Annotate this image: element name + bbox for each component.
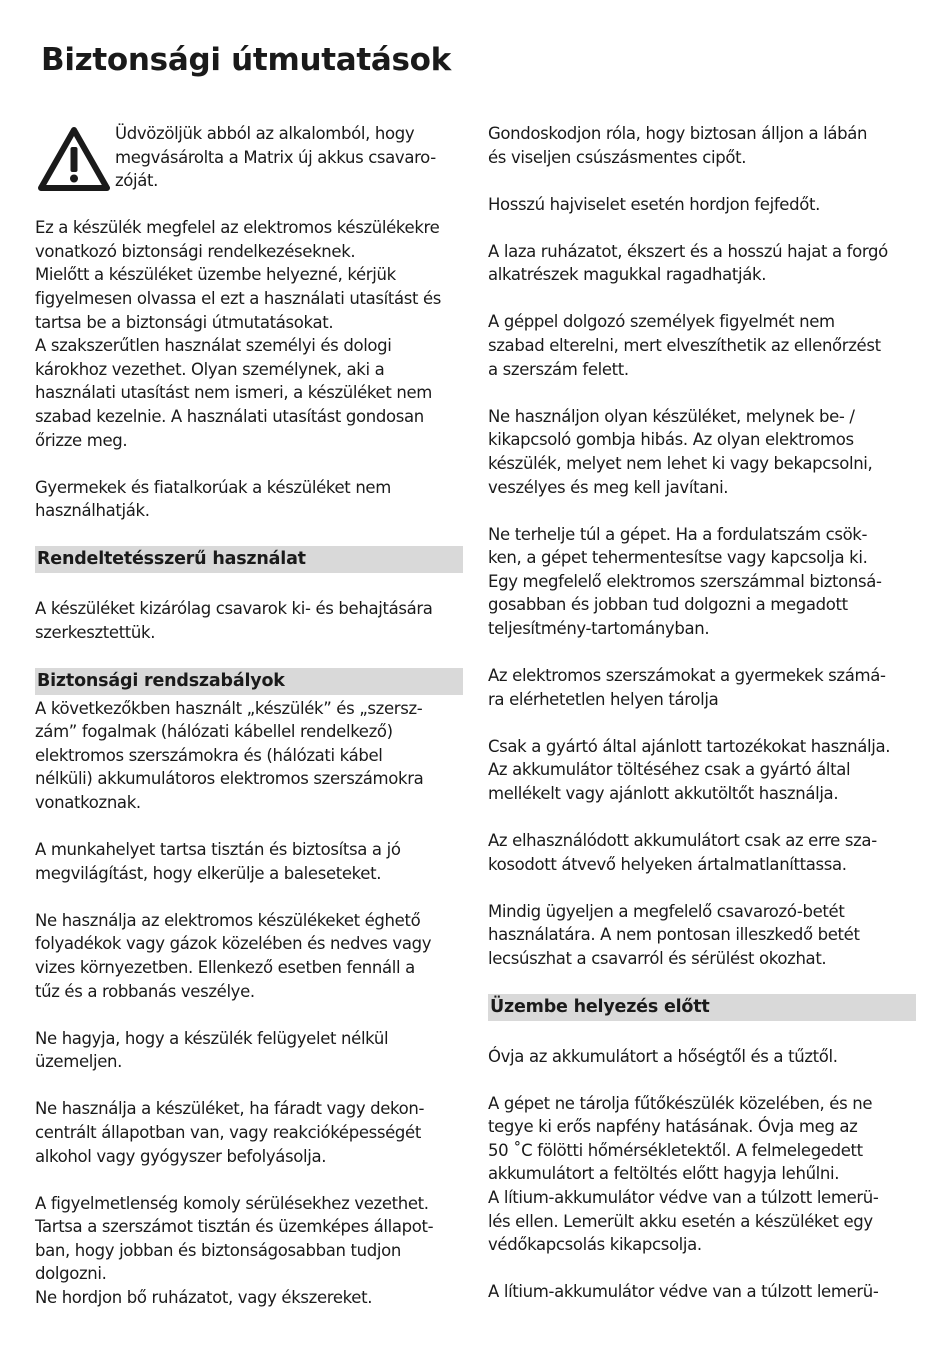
paragraph: A munkahelyet tartsa tisztán és biztosítsa a jó megvilágítást, hogy elkerülje a baleseteket. — [35, 840, 401, 883]
paragraph: Ne használjon olyan készüléket, melynek be- / kikapcsoló gombja hibás. Az olyan elektromos készülék, melyet nem lehet ki vagy bekapcsolni, veszélyes és meg kell javítani. — [488, 406, 873, 497]
paragraph: Gondoskodjon róla, hogy biztosan álljon a lábán és viseljen csúszásmentes cipőt. — [488, 124, 868, 167]
intro-text: Üdvözöljük abból az alkalomból, hogy megvásárolta a Matrix új akkus csavaro- zóját. — [115, 124, 436, 191]
paragraph: Óvja az akkumulátort a hőségtől és a tűztől. — [488, 1046, 838, 1066]
paragraph: A gépet ne tárolja fűtőkészülék közelében, és ne tegye ki erős napfény hatásának. Óvja meg az 50 ˚C fölötti hőmérsékletektől. A felmelegedett akkumulátort a feltöltés előtt hagyja lehűlni. A lítium-akkumulátor védve van a túlzott lemerü- lés ellen. Lemerült akku esetén a készüléket egy védőkapcsolás kikapcsolja. — [488, 1093, 879, 1255]
paragraph: Ne hagyja, hogy a készülék felügyelet nélkül üzemeljen. — [35, 1028, 389, 1072]
section-heading-safety-rules: Biztonsági rendszabályok — [35, 668, 463, 695]
paragraph: A készüléket kizárólag csavarok ki- és behajtására szerkesztettük. — [35, 598, 433, 642]
paragraph: Ne terhelje túl a gépet. Ha a fordulatszám csök- ken, a gépet tehermentesítse vagy kapcsolja ki. Egy megfelelő elektromos szerszámmal biztonsá- gosabban és jobban tud dolgozni a megadott teljesítmény-tartományban. — [488, 524, 882, 638]
left-column — [35, 122, 463, 1310]
paragraph: Mindig ügyeljen a megfelelő csavarozó-betét használatára. A nem pontosan illeszkedő betét lecsúszhat a csavarról és sérülést okozhat. — [488, 901, 860, 968]
paragraph: Ne használja az elektromos készülékeket éghető folyadékok vagy gázok közelében és nedves vagy vizes környezetben. Ellenkező esetben fennáll a tűz és a robbanás veszélye. — [35, 910, 432, 1001]
paragraph: Ne használja a készüléket, ha fáradt vagy dekon- centrált állapotban van, vagy reakcióképességét alkohol vagy gyógyszer befolyásolja. — [35, 1099, 425, 1166]
paragraph: A géppel dolgozó személyek figyelmét nem szabad elterelni, mert elveszíthetik az ellenőrzést a szerszám felett. — [488, 312, 881, 379]
page-title: Biztonsági útmutatások — [41, 42, 451, 78]
section-heading-intended-use: Rendeltetésszerű használat — [35, 546, 463, 573]
paragraph: Csak a gyártó által ajánlott tartozékokat használja. Az akkumulátor töltéséhez csak a gyártó által mellékelt vagy ajánlott akkutöltőt használja. — [488, 736, 891, 803]
paragraph: A következőkben használt „készülék” és „szersz- zám” fogalmak (hálózati kábellel rendelkező) elektromos szerszámokra és (hálózati kábel nélküli) akkumulátoros elektromos szerszámokra vonatkoznak. — [35, 698, 424, 812]
paragraph: A lítium-akkumulátor védve van a túlzott lemerü- — [488, 1282, 879, 1302]
paragraph: A figyelmetlenség komoly sérülésekhez vezethet. Tartsa a szerszámot tisztán és üzemképes állapot- ban, hogy jobban és biztonságosabban tudjon dolgozni. Ne hordjon bő ruházatot, vagy ékszereket. — [35, 1193, 434, 1307]
paragraph: A laza ruházatot, ékszert és a hosszú hajat a forgó alkatrészek magukkal ragadhatják. — [488, 241, 888, 285]
paragraph: Gyermekek és fiatalkorúak a készüléket nem használhatják. — [35, 477, 391, 521]
right-column — [488, 122, 916, 1304]
paragraph: Az elhasználódott akkumulátort csak az erre sza- kosodott átvevő helyeken ártalmatlaníttassa. — [488, 831, 877, 874]
paragraph: Az elektromos szerszámokat a gyermekek számá- ra elérhetetlen helyen tárolja — [488, 666, 886, 709]
paragraph: Hosszú hajviselet esetén hordjon fejfedőt. — [488, 194, 820, 214]
section-heading-before-use: Üzembe helyezés előtt — [488, 994, 916, 1021]
paragraph: Ez a készülék megfelel az elektromos készülékekre vonatkozó biztonsági rendelkezéseknek. Mielőtt a készüléket üzembe helyezné, kérjük figyelmesen olvassa el ezt a használati utasítást és tartsa be a biztonsági útmutatásokat. A szakszerűtlen használat személyi és dologi károkhoz vezethet. Olyan személynek, aki a használati utasítást nem ismeri, a készüléket nem szabad kezelnie. A használati utasítást gondosan őrizze meg. — [35, 218, 442, 450]
intro-block — [35, 122, 463, 193]
warning-triangle-icon — [38, 126, 110, 192]
